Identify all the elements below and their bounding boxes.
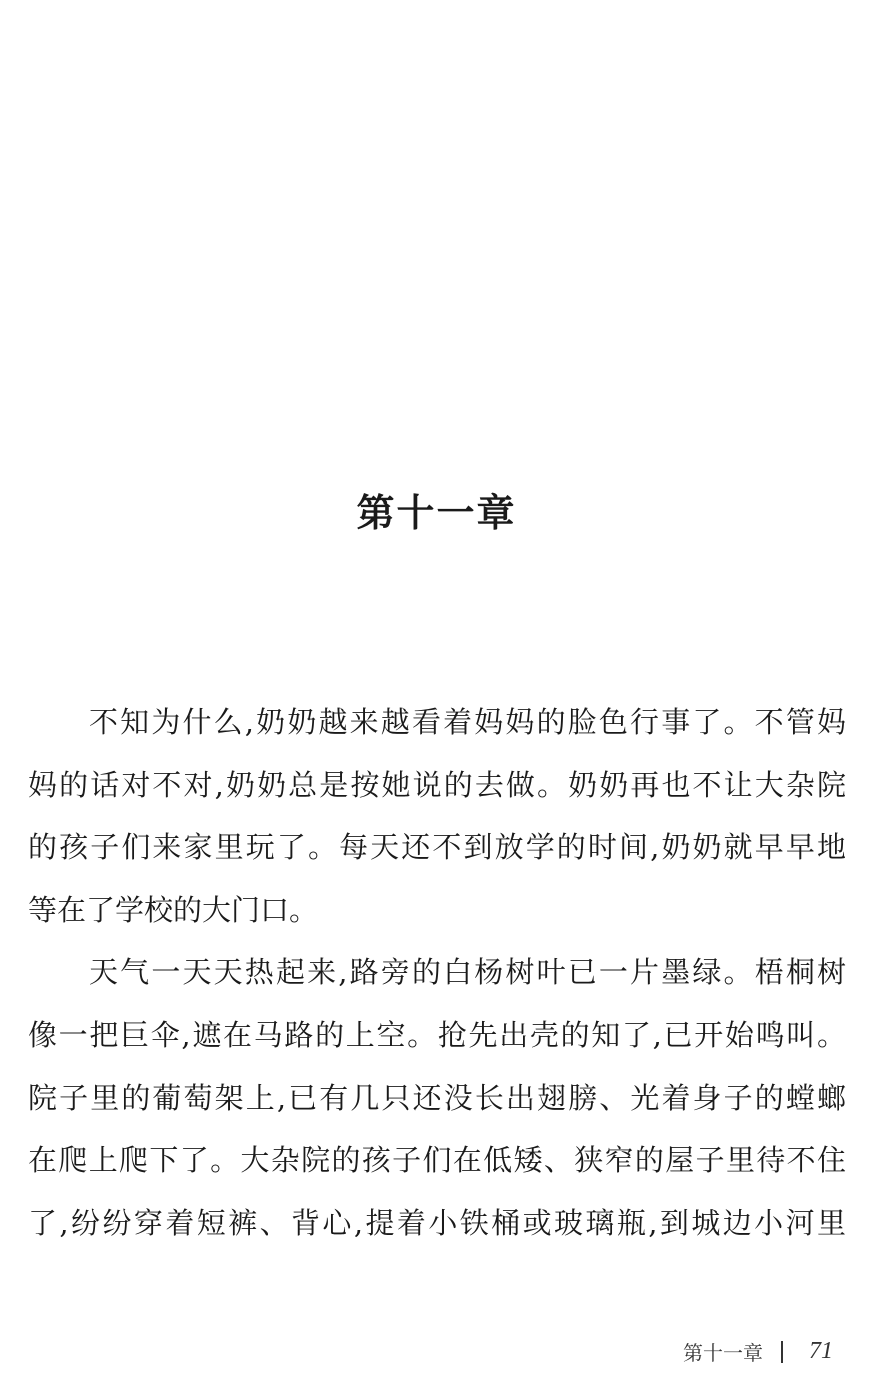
text-line: 妈的话对不对,奶奶总是按她说的去做。奶奶再也不让大杂院 — [28, 767, 846, 802]
text-line: 不知为什么,奶奶越来越看着妈妈的脸色行事了。不管妈 — [89, 705, 846, 739]
text-line: 院子里的葡萄架上,已有几只还没长出翅膀、光着身子的螳螂 — [28, 1080, 846, 1115]
text-line: 等在了学校的大门口。 — [28, 892, 319, 927]
page-number: 71 — [809, 1338, 833, 1364]
text-line: 的孩子们来家里玩了。每天还不到放学的时间,奶奶就早早地 — [28, 830, 846, 865]
body-text — [28, 700, 846, 1263]
running-header-chapter: 第十一章 — [683, 1341, 763, 1365]
page-footer — [683, 1337, 833, 1366]
text-line: 了,纷纷穿着短裤、背心,提着小铁桶或玻璃瓶,到城边小河里 — [28, 1205, 846, 1240]
text-line: 在爬上爬下了。大杂院的孩子们在低矮、狭窄的屋子里待不住 — [28, 1143, 846, 1178]
text-line: 像一把巨伞,遮在马路的上空。抢先出壳的知了,已开始鸣叫。 — [28, 1017, 846, 1052]
text-line: 天气一天天热起来,路旁的白杨树叶已一片墨绿。梧桐树 — [89, 955, 846, 990]
footer-divider — [781, 1341, 783, 1363]
chapter-title: 第十一章 — [356, 491, 517, 535]
